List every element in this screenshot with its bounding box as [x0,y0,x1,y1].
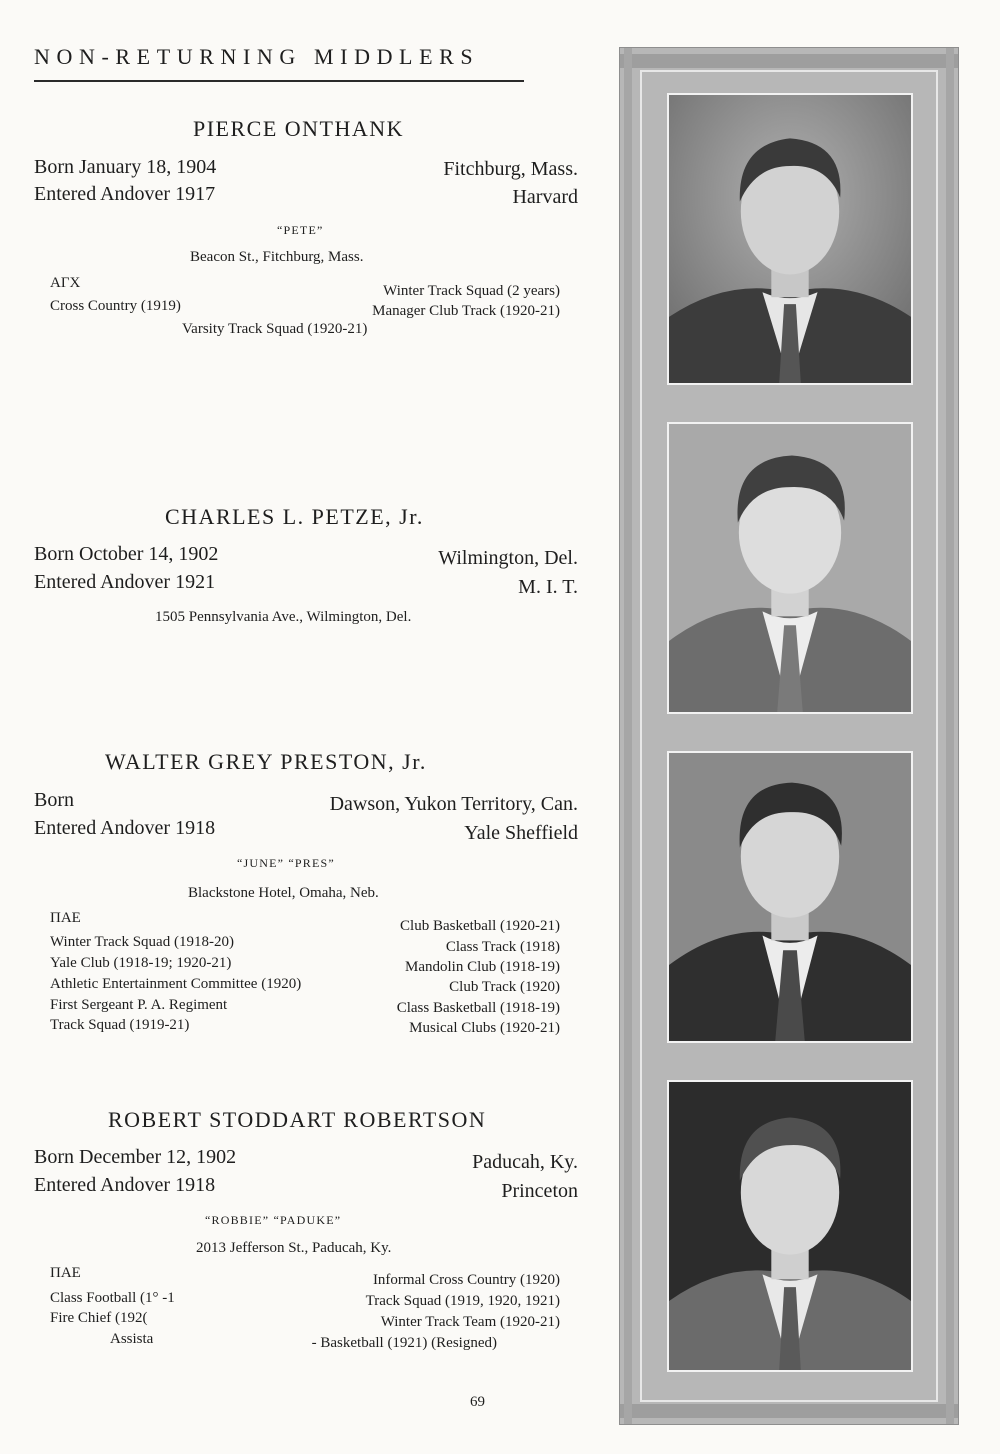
entry-hometown: Dawson, Yukon Territory, Can. [329,793,578,815]
entry-college: Princeton [501,1180,578,1202]
entry-entered: Entered Andover 1918 [34,817,216,839]
activity-item: First Sergeant P. A. Regiment [50,997,228,1013]
portrait-photo-onthank [667,93,913,385]
entry-college: Harvard [512,186,578,208]
activity-item: Cross Country (1919) [50,298,181,314]
entry-fraternity: ΠΑΕ [50,910,81,926]
entry-address: Beacon St., Fitchburg, Mass. [190,249,364,265]
entry-name: CHARLES L. PETZE, Jr. [165,504,424,529]
photo-strip [619,47,959,1425]
activity-item: Varsity Track Squad (1920-21) [182,321,368,337]
activity-item: Class Football (1° -1 [50,1290,175,1306]
activity-item: Winter Track Team (1920-21) [380,1314,560,1330]
entry-fraternity: ΠΑΕ [50,1265,81,1281]
entry-college: Yale Sheffield [464,822,578,844]
activity-item: Winter Track Squad (1918-20) [50,934,234,950]
entry-nicknames: “PETE” [277,223,324,237]
activity-item: Athletic Entertainment Committee (1920) [50,976,302,992]
activity-item: Track Squad (1919-21) [50,1017,190,1033]
entry-address: Blackstone Hotel, Omaha, Neb. [188,885,379,901]
entry-address: 1505 Pennsylvania Ave., Wilmington, Del. [155,609,412,625]
entry-name: WALTER GREY PRESTON, Jr. [105,749,427,774]
entry-entered: Entered Andover 1918 [34,1174,216,1196]
strip-bottom-band [620,1404,958,1418]
activity-item: Fire Chief (192( [50,1310,148,1326]
activity-item: Musical Clubs (1920-21) [409,1020,560,1036]
entry-name: ROBERT STODDART ROBERTSON [108,1107,487,1132]
activity-item: Mandolin Club (1918-19) [405,959,560,975]
entry-fraternity: ΑΓΧ [50,275,81,291]
activity-item: Winter Track Squad (2 years) [383,283,560,299]
activity-item: Informal Cross Country (1920) [372,1272,560,1288]
entry-hometown: Paducah, Ky. [472,1151,578,1173]
entry-born: Born January 18, 1904 [34,156,217,178]
entry-entered: Entered Andover 1921 [34,571,216,593]
strip-left-bar [624,48,632,1424]
entry-entered: Entered Andover 1917 [34,183,216,205]
entry-hometown: Wilmington, Del. [438,547,578,569]
activity-item: Track Squad (1919, 1920, 1921) [365,1293,560,1309]
entry-nicknames: “ROBBIE” “PADUKE” [205,1213,342,1227]
header-rule [34,80,524,82]
activity-item: Assista [110,1331,154,1347]
activity-item: - Basketball (1921) (Resigned) [311,1335,497,1351]
portrait-photo-robertson [667,1080,913,1372]
entry-address: 2013 Jefferson St., Paducah, Ky. [196,1240,392,1256]
entry-born: Born [34,789,74,811]
entry-nicknames: “JUNE” “PRES” [237,856,335,870]
entry-born: Born October 14, 1902 [34,543,219,565]
entry-hometown: Fitchburg, Mass. [443,158,578,180]
entry-college: M. I. T. [518,576,578,598]
portrait-photo-preston [667,751,913,1043]
activity-item: Manager Club Track (1920-21) [372,303,560,319]
strip-top-band [620,54,958,68]
entry-born: Born December 12, 1902 [34,1146,237,1168]
activity-item: Class Track (1918) [445,939,560,955]
page-number: 69 [470,1394,485,1410]
activity-item: Club Track (1920) [449,979,560,995]
activity-item: Yale Club (1918-19; 1920-21) [50,955,232,971]
section-title: NON-RETURNING MIDDLERS [34,44,480,69]
activity-item: Class Basketball (1918-19) [396,1000,560,1016]
strip-right-bar [946,48,954,1424]
entry-name: PIERCE ONTHANK [193,116,405,141]
portrait-photo-petze [667,422,913,714]
activity-item: Club Basketball (1920-21) [400,918,560,934]
